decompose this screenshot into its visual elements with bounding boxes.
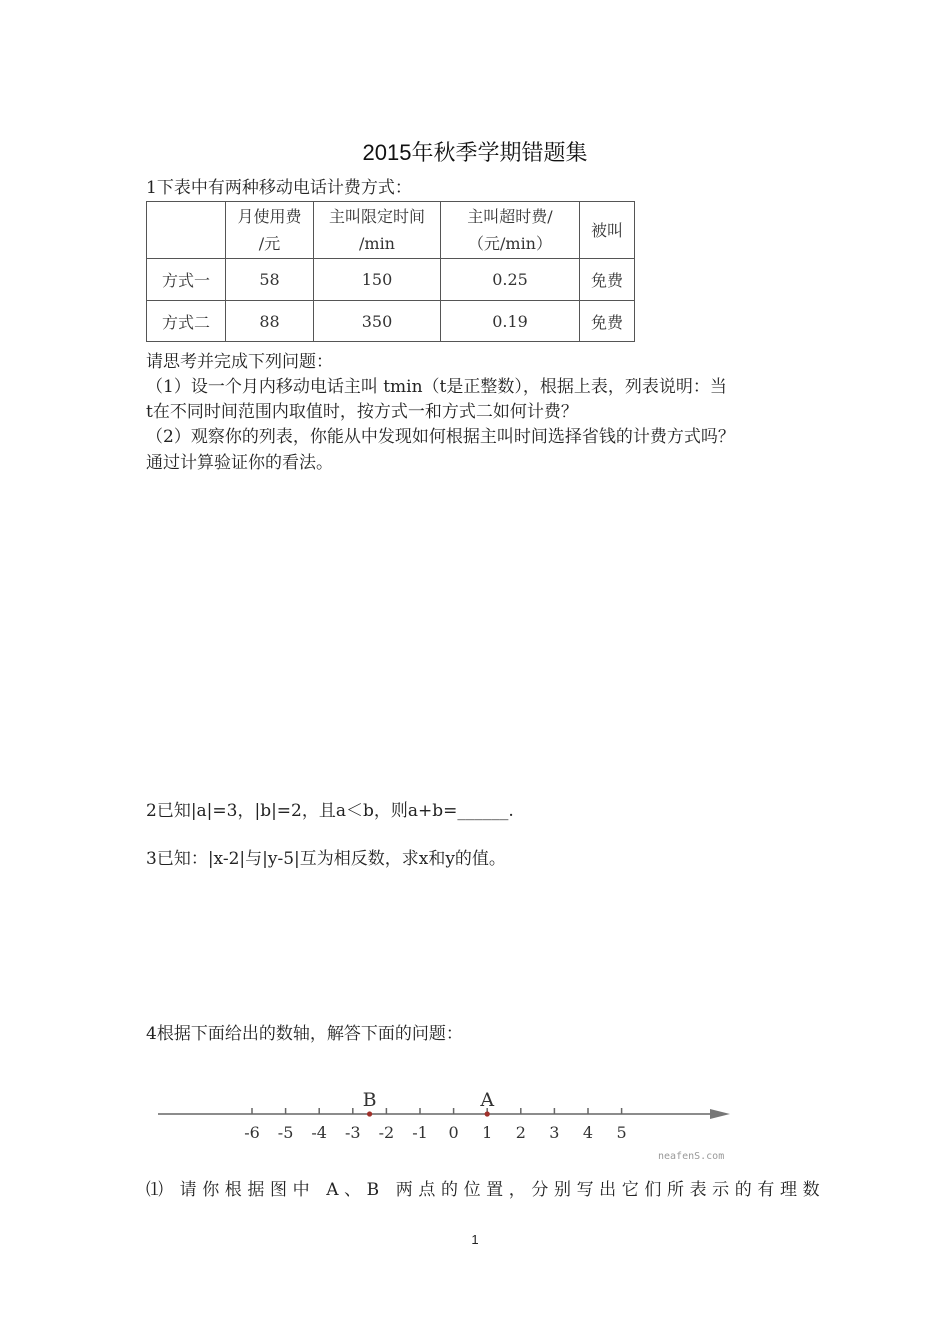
axis-tick-label: 0 [448,1123,459,1142]
point-b-marker [367,1111,372,1116]
q2-text: 2已知|a|=3，|b|=2，且a＜b，则a+b=______. [146,801,514,821]
q1-prompt: 请思考并完成下列问题： [146,352,333,372]
q1-part2-line1: （2）观察你的列表，你能从中发现如何根据主叫时间选择省钱的计费方式吗？ [146,427,735,447]
table-cell: 350 [314,301,441,342]
axis-tick-label: -1 [412,1123,428,1142]
point-b-label: B [362,1089,377,1111]
page-number: 1 [471,1232,479,1247]
table-cell: 方式一 [147,259,226,301]
axis-tick-label: -4 [311,1123,327,1142]
fee-table [146,201,635,342]
number-line [150,1085,750,1165]
header-text: 主叫限定时间 [328,207,425,226]
axis-tick-label: -3 [345,1123,361,1142]
axis-tick-label: -2 [378,1123,395,1142]
axis-tick-label: 2 [515,1123,526,1142]
table-cell: 150 [314,259,441,301]
table-cell: 免费 [580,259,635,301]
table-header-row [147,202,635,259]
header-cell-blank [147,202,226,259]
axis-tick-label: -5 [277,1123,294,1142]
header-cell-overtime-fee [441,202,580,259]
q1-part1-line1: （1）设一个月内移动电话主叫 tmin（t是正整数），根据上表，列表说明：当 [146,377,727,397]
table-cell: 方式二 [147,301,226,342]
table-cell: 免费 [580,301,635,342]
header-text: 被叫 [590,220,623,240]
header-cell-monthly-fee [226,202,314,259]
table-cell: 58 [226,259,314,301]
table-cell: 88 [226,301,314,342]
table-cell: 0.25 [441,259,580,301]
watermark-text: neafenS.com [658,1151,725,1162]
q4-part1: ⑴ 请你根据图中 A、B 两点的位置，分别写出它们所表示的有理数 [146,1180,826,1200]
table-row [147,259,635,301]
q1-intro: 1下表中有两种移动电话计费方式： [146,178,412,198]
header-cell-called [580,202,635,259]
q4-intro: 4根据下面给出的数轴，解答下面的问题： [146,1024,463,1044]
axis-tick-label: -6 [244,1123,260,1142]
axis-arrow [710,1109,730,1119]
header-cell-limit-time [314,202,441,259]
header-text: /元 [258,234,281,253]
table-cell: 0.19 [441,301,580,342]
axis-tick-label: 4 [582,1123,594,1142]
page-title: 2015年秋季学期错题集 [362,140,588,165]
header-text: （元/min） [468,234,552,253]
header-text: 月使用费 [237,207,302,226]
q1-part2-line2: 通过计算验证你的看法。 [146,453,333,473]
header-text: 主叫超时费/ [467,207,553,226]
axis-tick-label: 5 [616,1123,627,1142]
axis-tick-label: 3 [549,1123,560,1142]
table-row [147,301,635,342]
point-a-label: A [480,1089,495,1111]
point-a-marker [485,1111,490,1116]
header-text: /min [359,234,395,253]
q3-text: 3已知：|x-2|与|y-5|互为相反数，求x和y的值。 [146,849,506,869]
q1-part1-line2: t在不同时间范围内取值时，按方式一和方式二如何计费？ [146,402,578,422]
axis-tick-label: 1 [482,1123,493,1142]
